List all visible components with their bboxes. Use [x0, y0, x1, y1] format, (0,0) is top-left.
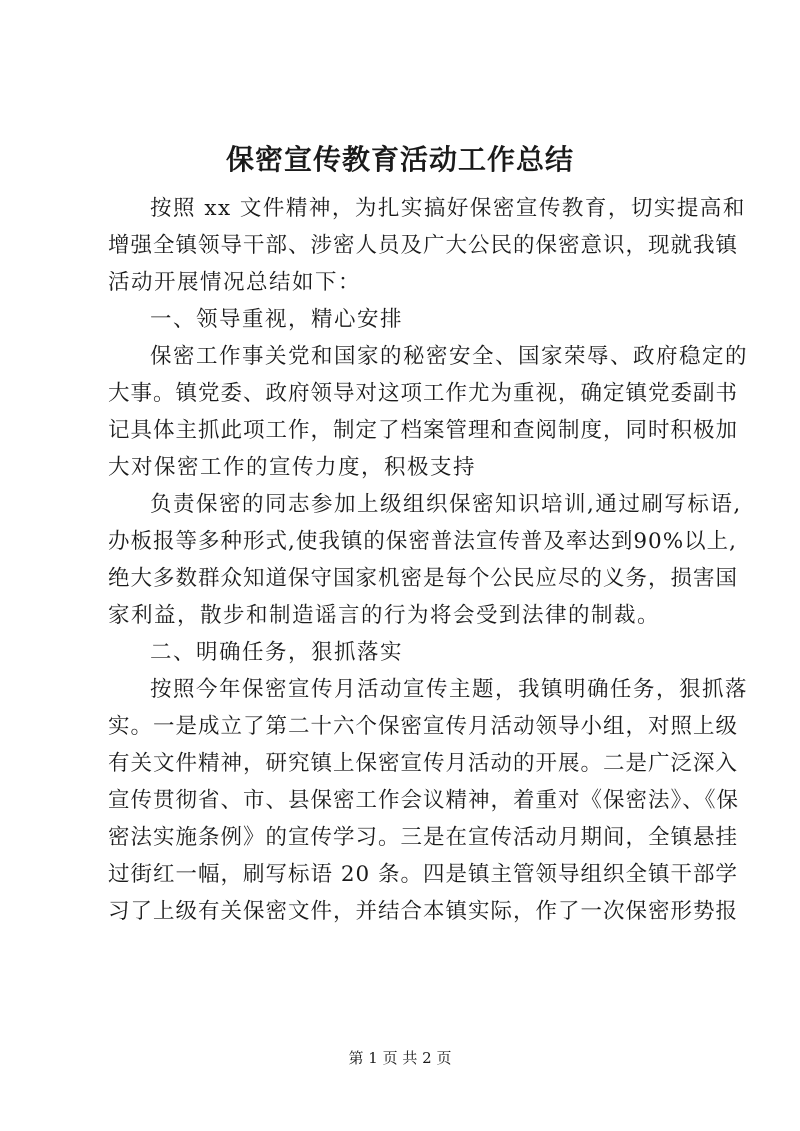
- body-line: 负责保密的同志参加上级组织保密知识培训,通过刷写标语,: [150, 492, 742, 517]
- body-line: 习了上级有关保密文件，并结合本镇实际，作了一次保密形势报: [108, 899, 739, 924]
- body-line: 实。一是成立了第二十六个保密宣传月活动领导小组，对照上级: [108, 714, 739, 739]
- body-line: 记具体主抓此项工作，制定了档案管理和查阅制度，同时积极加: [108, 418, 739, 443]
- body-line: 按照 xx 文件精神，为扎实搞好保密宣传教育，切实提高和: [150, 196, 746, 221]
- body-line: 宣传贯彻省、市、县保密工作会议精神，着重对《保密法》、《保: [108, 788, 740, 813]
- body-line: 绝大多数群众知道保守国家机密是每个公民应尽的义务，损害国: [108, 566, 739, 591]
- body-line: 过街红一幅，刷写标语 20 条。四是镇主管领导组织全镇干部学: [108, 862, 739, 887]
- body-line: 家利益，散步和制造谣言的行为将会受到法律的制裁。: [108, 603, 661, 628]
- body-line: 密法实施条例》的宣传学习。三是在宣传活动月期间，全镇悬挂: [108, 825, 739, 850]
- page-number: 第 1 页 共 2 页: [348, 1049, 452, 1067]
- body-line: 大事。镇党委、政府领导对这项工作尤为重视，确定镇党委副书: [108, 381, 739, 406]
- section-heading-2: 二、明确任务，狠抓落实: [150, 640, 404, 665]
- body-line: 大对保密工作的宣传力度，积极支持: [108, 455, 477, 480]
- body-line: 增强全镇领导干部、涉密人员及广大公民的保密意识，现就我镇: [108, 233, 739, 258]
- document-title: 保密宣传教育活动工作总结: [225, 143, 574, 176]
- section-heading-1: 一、领导重视，精心安排: [150, 307, 404, 332]
- body-line: 有关文件精神，研究镇上保密宣传月活动的开展。二是广泛深入: [108, 751, 739, 776]
- body-line: 按照今年保密宣传月活动宣传主题，我镇明确任务，狠抓落: [150, 677, 749, 702]
- body-line: 保密工作事关党和国家的秘密安全、国家荣辱、政府稳定的: [150, 344, 749, 369]
- body-line: 活动开展情况总结如下：: [108, 270, 362, 295]
- body-line: 办板报等多种形式,使我镇的保密普法宣传普及率达到90%以上,: [108, 529, 737, 554]
